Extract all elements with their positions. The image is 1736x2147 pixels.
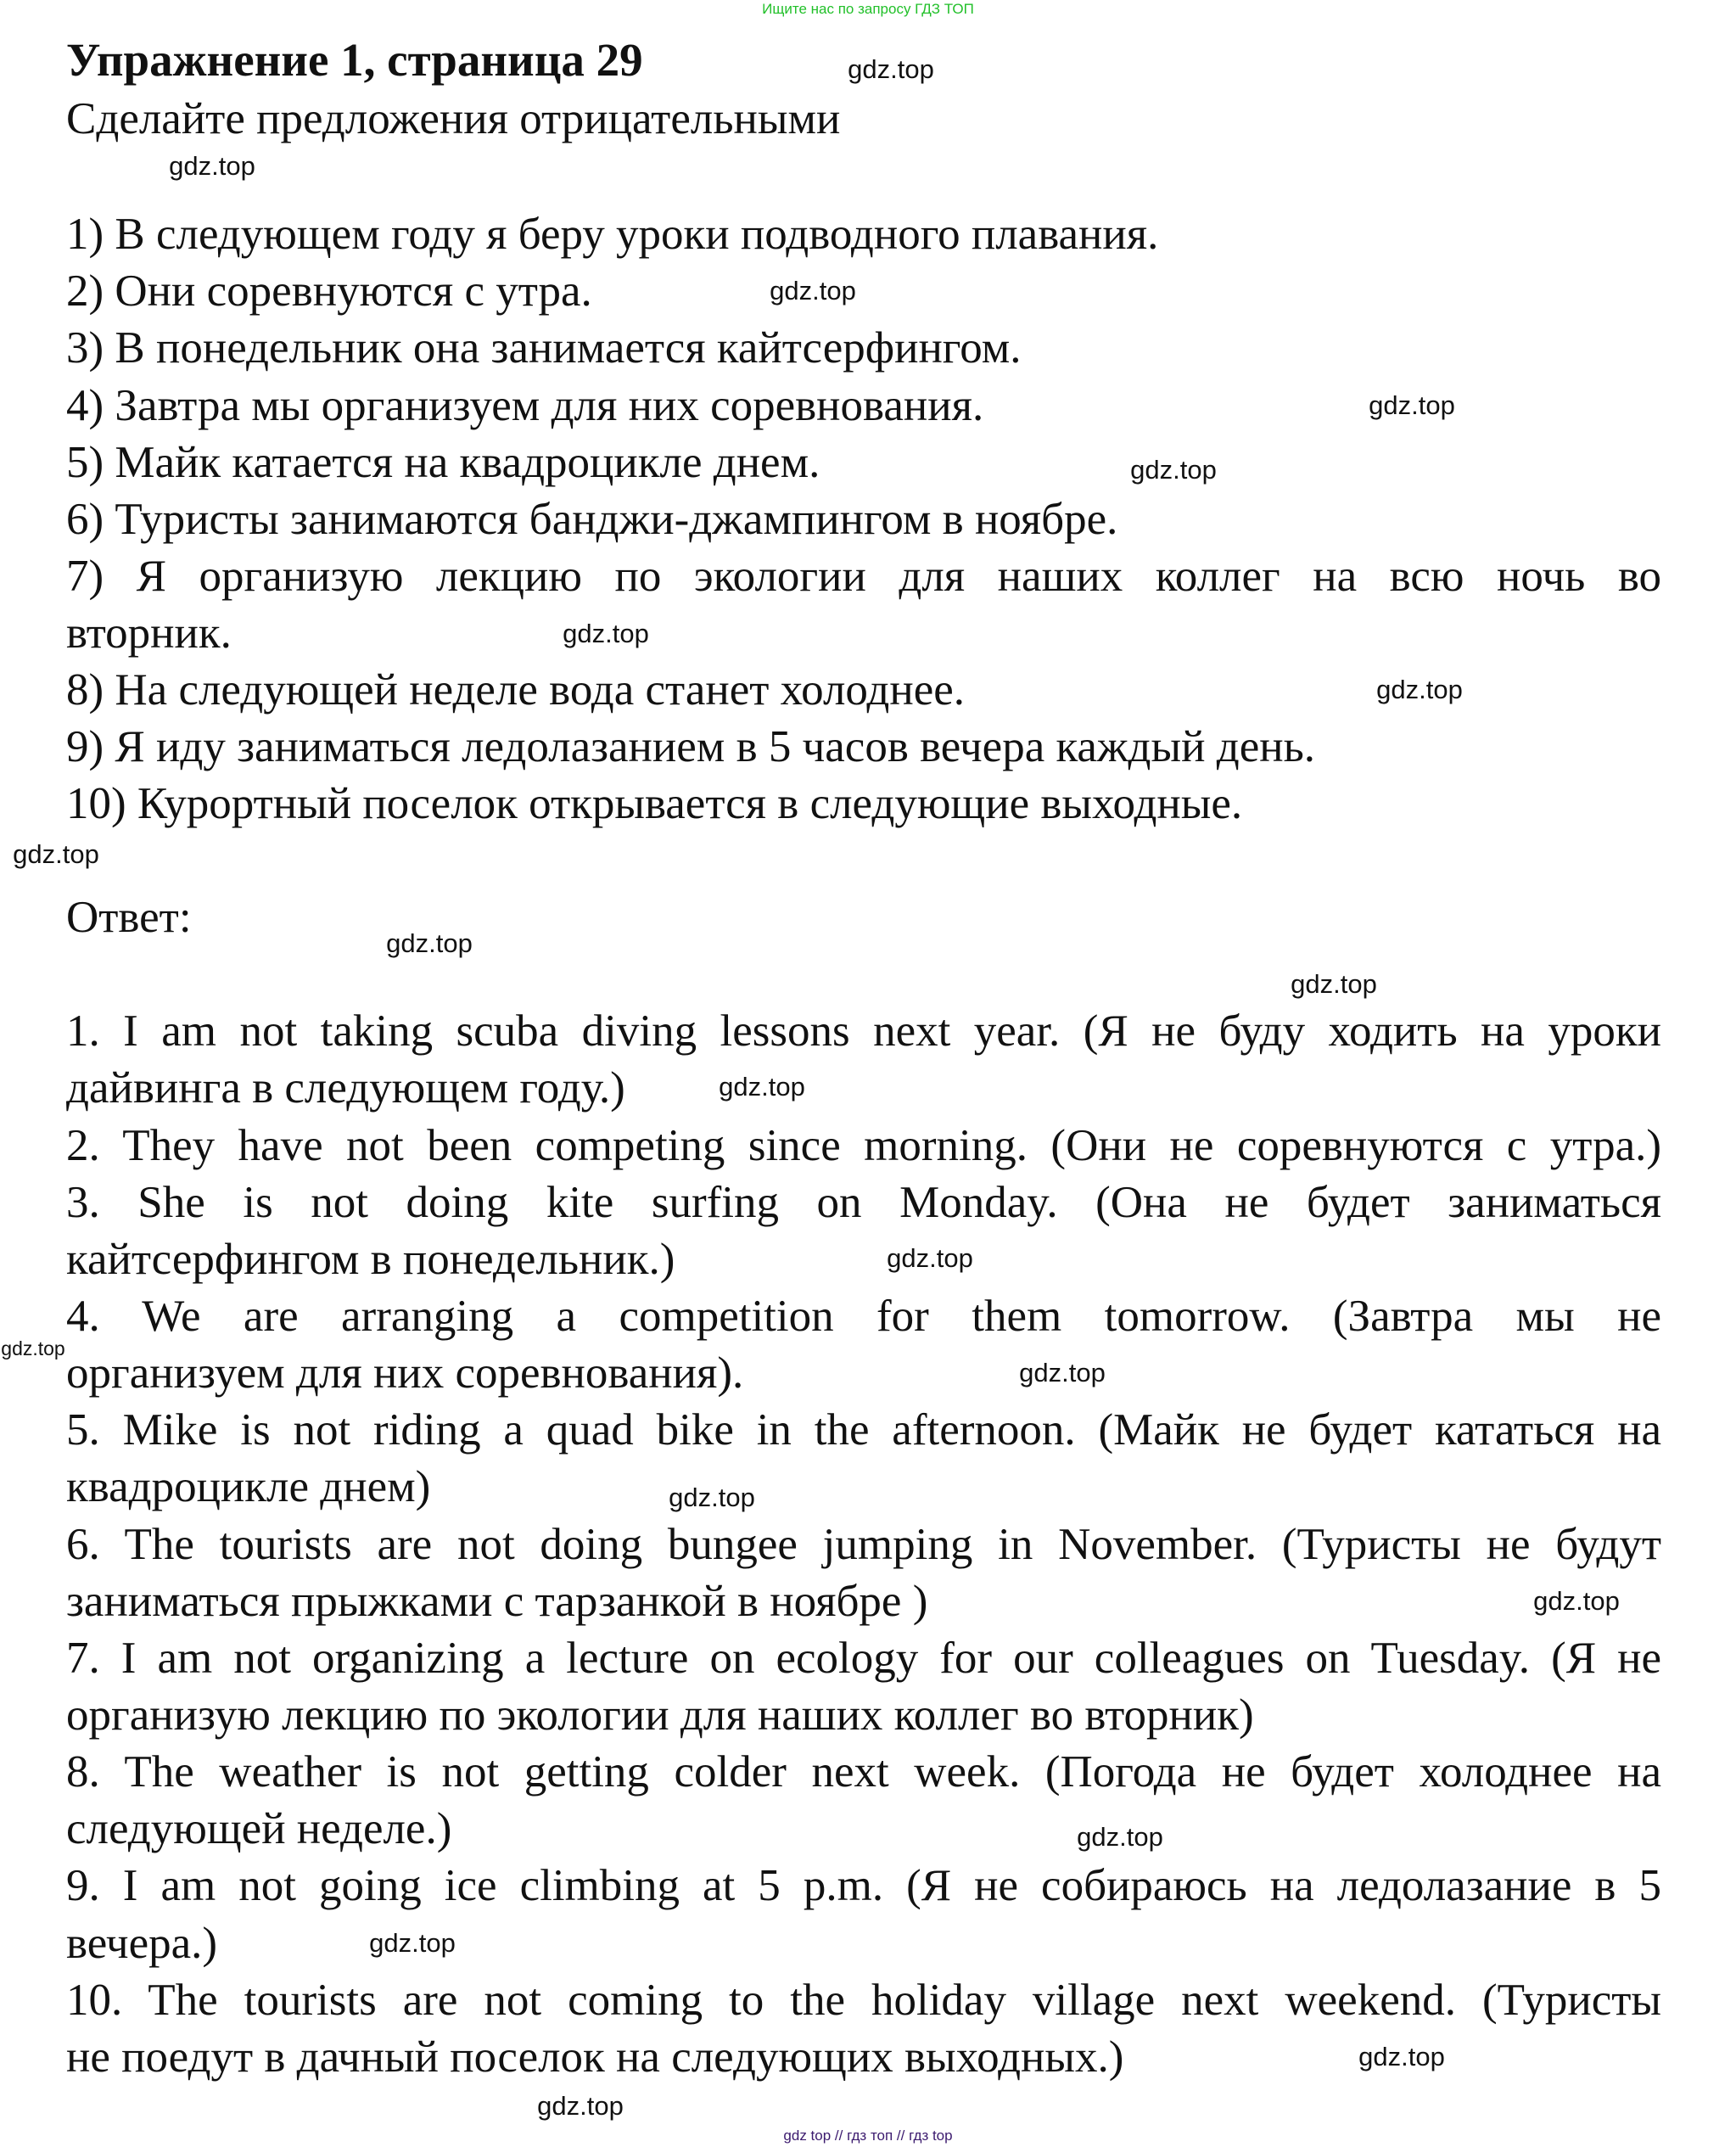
search-hint-banner: Ищите нас по запросу ГДЗ ТОП [762,1,974,17]
exercise-line: 5) Майк катается на квадроцикле днем. [66,438,820,487]
watermark-text: gdz.top [13,839,99,869]
answer-line: не поедут в дачный поселок на следующих выходных.) [66,2032,1124,2082]
footer-links: gdz top // гдз топ // гдз top [783,2127,953,2144]
exercise-line: 9) Я иду заниматься ледолазанием в 5 часов вечера каждый день. [66,722,1316,771]
answer-line: организую лекцию по экологии для наших коллег во вторник) [66,1690,1254,1740]
answer-line: 2. They have not been competing since morning. (Они не соревнуются с утра.) [66,1121,1661,1170]
answer-line: 3. She is not doing kite surfing on Monday. (Она не будет заниматься [66,1178,1661,1227]
answer-line: дайвинга в следующем году.) [66,1063,625,1113]
answer-line: кайтсерфингом в понедельник.) [66,1235,675,1284]
watermark-text: gdz.top [1,1337,65,1359]
watermark-text: gdz.top [169,151,255,181]
watermark-text: gdz.top [386,928,473,958]
exercise-line: 10) Курортный поселок открывается в следующие выходные. [66,779,1243,828]
watermark-text: gdz.top [1130,455,1217,485]
answer-line: организуем для них соревнования). [66,1348,744,1398]
exercise-line: 1) В следующем году я беру уроки подводного плавания. [66,210,1159,259]
answer-line: заниматься прыжками с тарзанкой в ноябре ) [66,1577,928,1626]
watermark-text: gdz.top [369,1928,456,1958]
page-title: Упражнение 1, страница 29 [66,34,643,86]
watermark-text: gdz.top [1533,1586,1620,1616]
exercise-line: 7) Я организую лекцию по экологии для наших коллег на всю ночь во [66,552,1661,601]
answer-line: 6. The tourists are not doing bungee jumping in November. (Туристы не будут [66,1520,1661,1569]
answer-line: 7. I am not organizing a lecture on ecology for our colleagues on Tuesday. (Я не [66,1634,1661,1683]
answer-heading: Ответ: [66,893,192,942]
watermark-text: gdz.top [669,1483,755,1512]
answer-line: 4. We are arranging a competition for them tomorrow. (Завтра мы не [66,1292,1661,1341]
watermark-text: gdz.top [719,1072,805,1102]
answer-line: 9. I am not going ice climbing at 5 p.m. (Я не собираюсь на ледолазание в 5 [66,1861,1661,1910]
watermark-text: gdz.top [887,1243,973,1273]
exercise-line: 8) На следующей неделе вода станет холоднее. [66,665,966,715]
answer-line: 10. The tourists are not coming to the holiday village next weekend. (Туристы [66,1976,1661,2025]
exercise-line: 4) Завтра мы организуем для них соревнования. [66,381,984,430]
watermark-text: gdz.top [1077,1822,1163,1852]
watermark-text: gdz.top [1291,969,1377,999]
watermark-text: gdz.top [537,2091,624,2121]
answer-line: 5. Mike is not riding a quad bike in the afternoon. (Майк не будет кататься на [66,1405,1661,1455]
watermark-text: gdz.top [770,276,856,306]
exercise-line: вторник. [66,608,232,658]
answer-line: квадроцикле днем) [66,1462,431,1511]
answer-line: 1. I am not taking scuba diving lessons next year. (Я не буду ходить на уроки [66,1006,1661,1056]
watermark-text: gdz.top [1376,675,1463,704]
task-instruction: Сделайте предложения отрицательными [66,94,841,143]
answer-line: следующей неделе.) [66,1804,452,1853]
watermark-text: gdz.top [563,619,649,648]
watermark-text: gdz.top [1369,390,1455,420]
watermark-text: gdz.top [848,54,934,84]
exercise-line: 6) Туристы занимаются банджи-джампингом в ноябре. [66,495,1118,544]
answer-line: вечера.) [66,1919,218,1968]
answer-line: 8. The weather is not getting colder next week. (Погода не будет холоднее на [66,1747,1661,1797]
watermark-text: gdz.top [1019,1358,1106,1387]
watermark-text: gdz.top [1358,2042,1445,2071]
exercise-line: 3) В понедельник она занимается кайтсерфингом. [66,323,1022,373]
exercise-line: 2) Они соревнуются с утра. [66,266,592,316]
